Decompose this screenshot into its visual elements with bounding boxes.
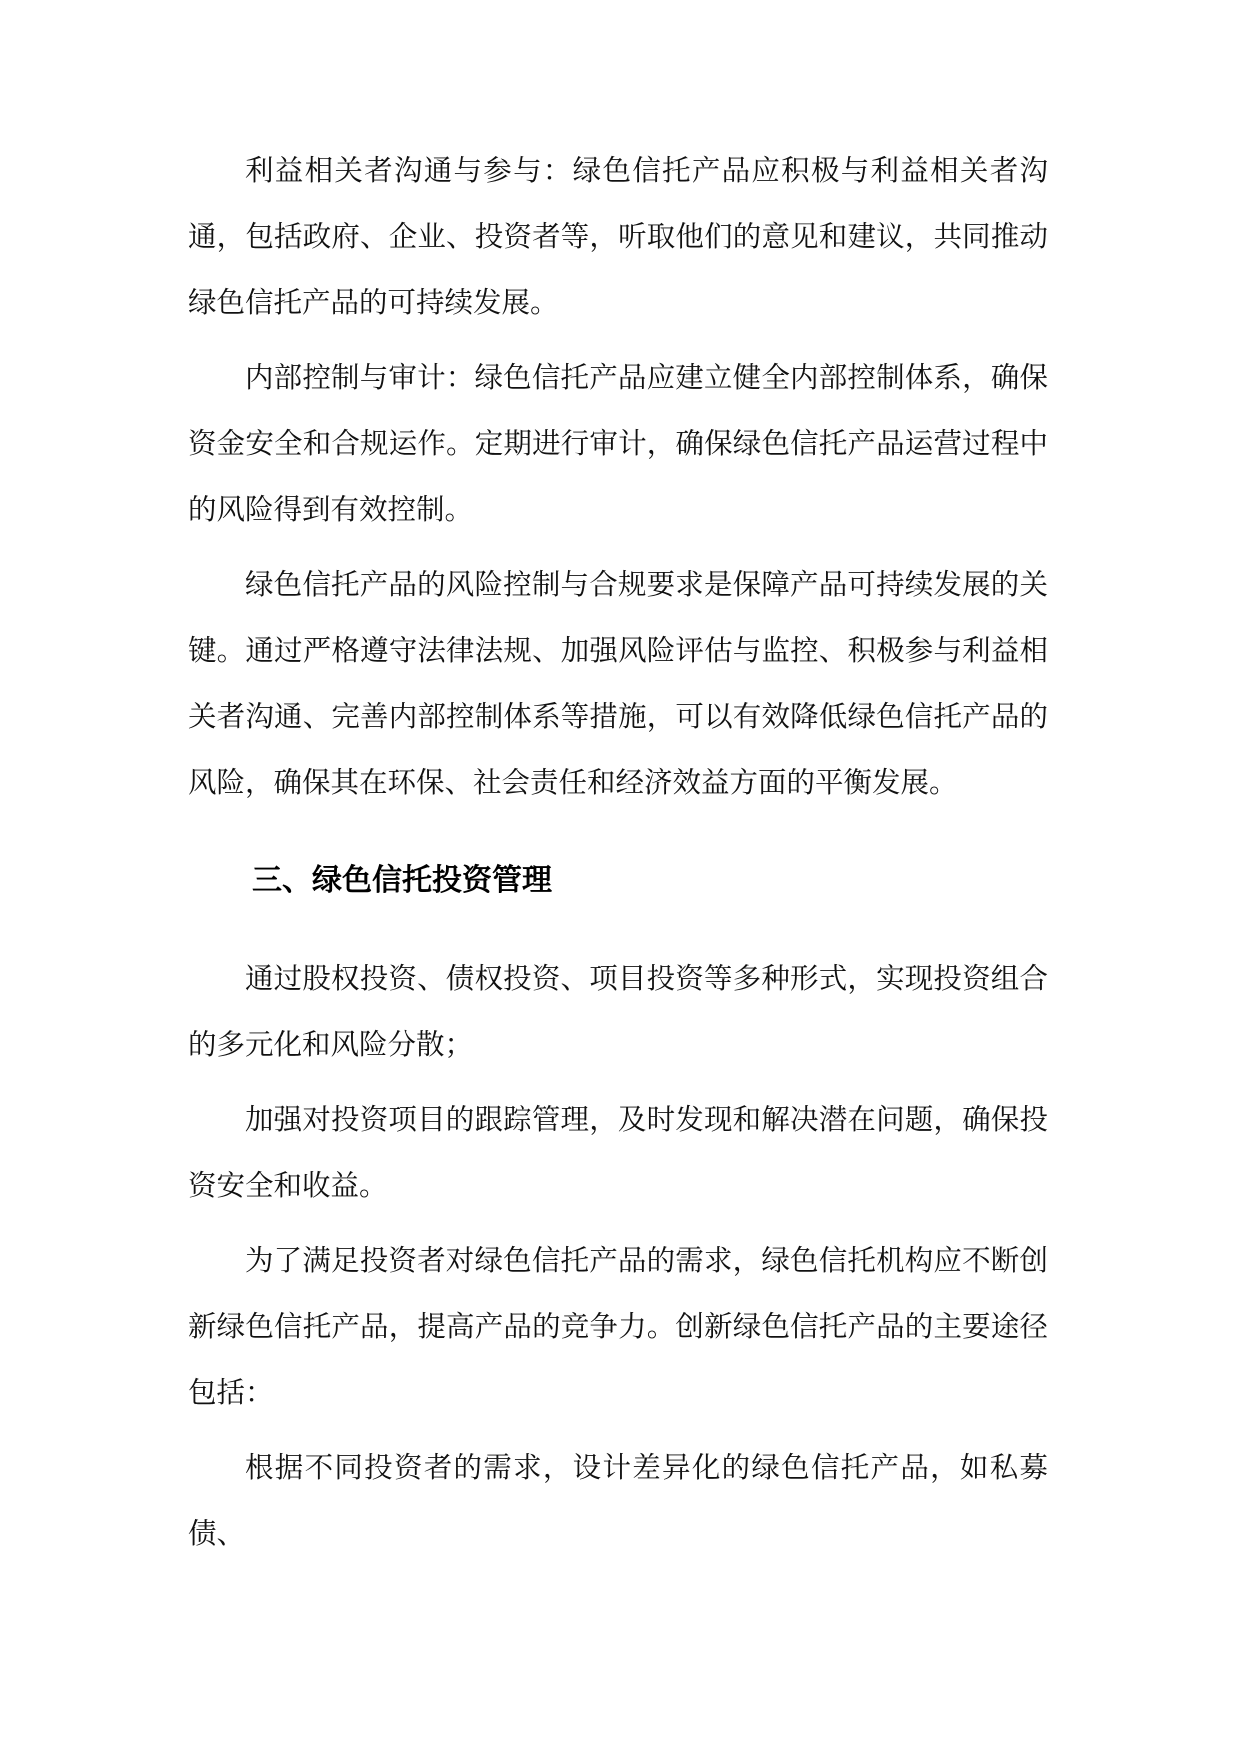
paragraph-stakeholder-communication: 利益相关者沟通与参与：绿色信托产品应积极与利益相关者沟通，包括政府、企业、投资者等，听取他们的意见和建议，共同推动绿色信托产品的可持续发展。 — [188, 154, 1048, 319]
paragraph-differentiated-products: 根据不同投资者的需求，设计差异化的绿色信托产品，如私募债、 — [188, 1451, 1048, 1550]
paragraph-internal-control-audit: 内部控制与审计：绿色信托产品应建立健全内部控制体系，确保资金安全和合规运作。定期进行审计，确保绿色信托产品运营过程中的风险得到有效控制。 — [188, 361, 1048, 526]
section-heading: 三、绿色信托投资管理 — [252, 863, 552, 898]
paragraph-product-innovation: 为了满足投资者对绿色信托产品的需求，绿色信托机构应不断创新绿色信托产品，提高产品的竞争力。创新绿色信托产品的主要途径包括： — [188, 1244, 1048, 1409]
paragraph-investment-forms: 通过股权投资、债权投资、项目投资等多种形式，实现投资组合的多元化和风险分散； — [188, 962, 1048, 1061]
paragraph-risk-compliance-summary: 绿色信托产品的风险控制与合规要求是保障产品可持续发展的关键。通过严格遵守法律法规、加强风险评估与监控、积极参与利益相关者沟通、完善内部控制体系等措施，可以有效降低绿色信托产品的风险，确保其在环保、社会责任和经济效益方面的平衡发展。 — [188, 568, 1048, 799]
paragraph-project-tracking: 加强对投资项目的跟踪管理，及时发现和解决潜在问题，确保投资安全和收益。 — [188, 1103, 1048, 1202]
document-body — [188, 138, 1048, 1567]
